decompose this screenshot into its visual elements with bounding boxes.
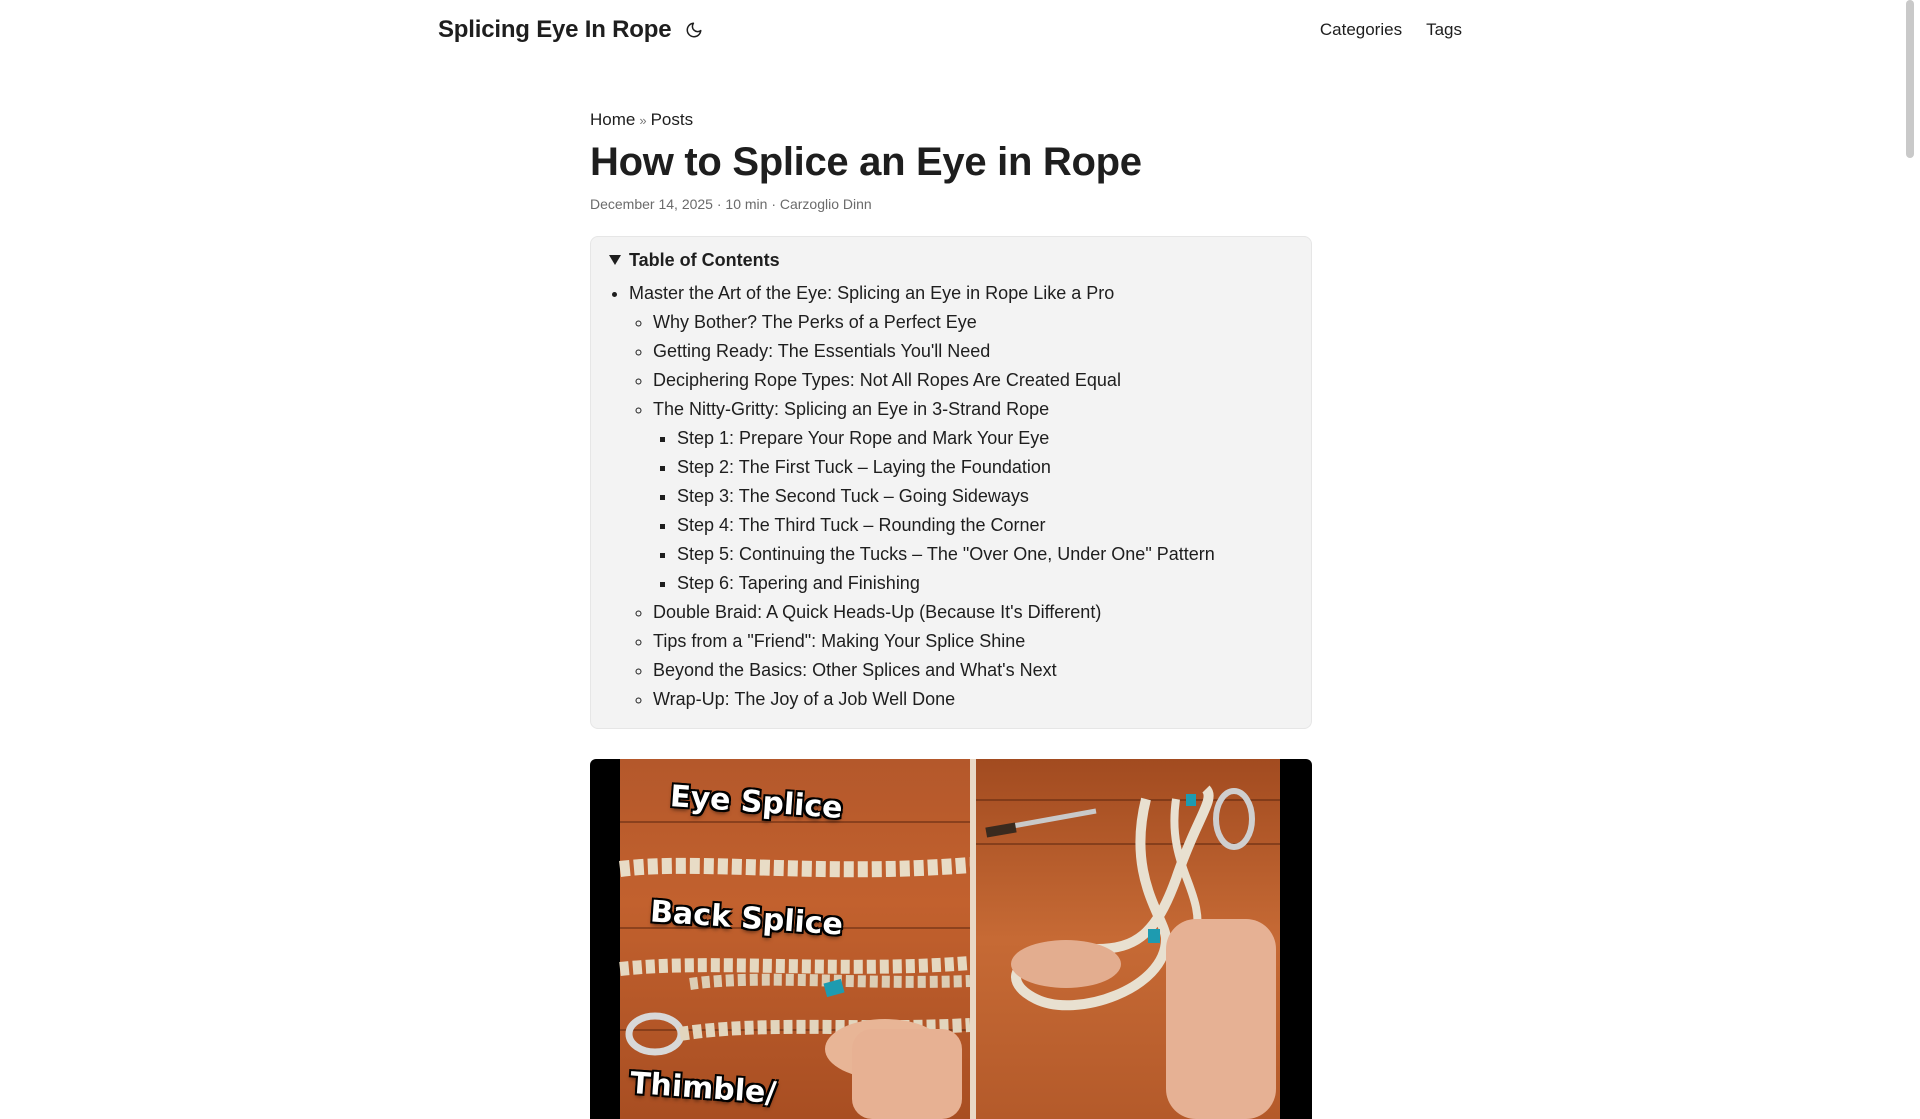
breadcrumb-separator: » bbox=[639, 113, 647, 128]
breadcrumb bbox=[590, 108, 1312, 132]
nav-tags[interactable]: Tags bbox=[1426, 20, 1462, 39]
toc-link[interactable]: Double Braid: A Quick Heads-Up (Because It's Different) bbox=[653, 602, 1102, 622]
toc-item bbox=[653, 337, 1293, 366]
toc-item bbox=[677, 511, 1293, 540]
toc-link[interactable]: Step 4: The Third Tuck – Rounding the Corner bbox=[677, 515, 1046, 535]
toc-summary-label: Table of Contents bbox=[629, 249, 780, 270]
hands-rope-illustration bbox=[976, 759, 1280, 1119]
toc-item bbox=[677, 569, 1293, 598]
post-main bbox=[590, 108, 1312, 1119]
toc-item bbox=[653, 656, 1293, 685]
toc-item bbox=[653, 598, 1293, 627]
toc-sublist bbox=[629, 308, 1293, 714]
cover-label-thimble: Thimble/ bbox=[628, 1065, 778, 1112]
top-nav bbox=[1320, 20, 1462, 40]
cover-image bbox=[590, 759, 1312, 1119]
toc-item bbox=[653, 685, 1293, 714]
brand bbox=[438, 16, 705, 44]
toc-link[interactable]: Wrap-Up: The Joy of a Job Well Done bbox=[653, 689, 956, 709]
breadcrumb-posts[interactable]: Posts bbox=[650, 110, 694, 129]
toc-item bbox=[653, 308, 1293, 337]
cover-label-eye-splice: Eye Splice bbox=[668, 779, 844, 826]
toc-link[interactable]: The Nitty-Gritty: Splicing an Eye in 3-Strand Rope bbox=[653, 399, 1050, 419]
post-meta: December 14, 2025 · 10 min · Carzoglio Dinn bbox=[590, 196, 872, 212]
toc-link[interactable]: Step 1: Prepare Your Rope and Mark Your Eye bbox=[677, 428, 1050, 448]
cover-left-panel bbox=[620, 759, 970, 1119]
site-header bbox=[438, 0, 1462, 60]
toc-item bbox=[653, 627, 1293, 656]
toc-item bbox=[653, 395, 1293, 598]
toc-link[interactable]: Step 6: Tapering and Finishing bbox=[677, 573, 920, 593]
toc-link-master[interactable]: Master the Art of the Eye: Splicing an Eye in Rope Like a Pro bbox=[629, 283, 1115, 303]
toc-item bbox=[677, 453, 1293, 482]
scrollbar[interactable] bbox=[1906, 0, 1914, 158]
breadcrumb-home[interactable]: Home bbox=[590, 110, 636, 129]
toc-toggle[interactable] bbox=[609, 247, 1293, 273]
toc-link[interactable]: Step 2: The First Tuck – Laying the Foundation bbox=[677, 457, 1051, 477]
toc-item bbox=[677, 424, 1293, 453]
cover-label-back-splice: Back Splice bbox=[649, 894, 845, 943]
toc-link[interactable]: Deciphering Rope Types: Not All Ropes Are Created Equal bbox=[653, 370, 1121, 390]
toc-item bbox=[677, 482, 1293, 511]
toc-list bbox=[609, 279, 1293, 714]
nav-categories[interactable]: Categories bbox=[1319, 20, 1403, 39]
toc-link[interactable]: Getting Ready: The Essentials You'll Need bbox=[653, 341, 991, 361]
toc-item bbox=[653, 366, 1293, 395]
toc-link[interactable]: Step 5: Continuing the Tucks – The "Over One, Under One" Pattern bbox=[677, 544, 1215, 564]
toc-steps-list bbox=[653, 424, 1293, 598]
table-of-contents bbox=[590, 236, 1312, 729]
toc-link[interactable]: Beyond the Basics: Other Splices and What's Next bbox=[653, 660, 1057, 680]
triangle-down-icon bbox=[609, 255, 621, 265]
toc-item bbox=[677, 540, 1293, 569]
toc-link[interactable]: Why Bother? The Perks of a Perfect Eye bbox=[653, 312, 977, 332]
cover-right-panel bbox=[976, 759, 1280, 1119]
moon-icon[interactable] bbox=[683, 19, 705, 41]
toc-link[interactable]: Step 3: The Second Tuck – Going Sideways bbox=[677, 486, 1029, 506]
toc-link[interactable]: Tips from a "Friend": Making Your Splice Shine bbox=[653, 631, 1026, 651]
site-logo[interactable]: Splicing Eye In Rope bbox=[438, 16, 672, 43]
toc-item bbox=[629, 279, 1293, 714]
page-title: How to Splice an Eye in Rope bbox=[590, 140, 1142, 184]
